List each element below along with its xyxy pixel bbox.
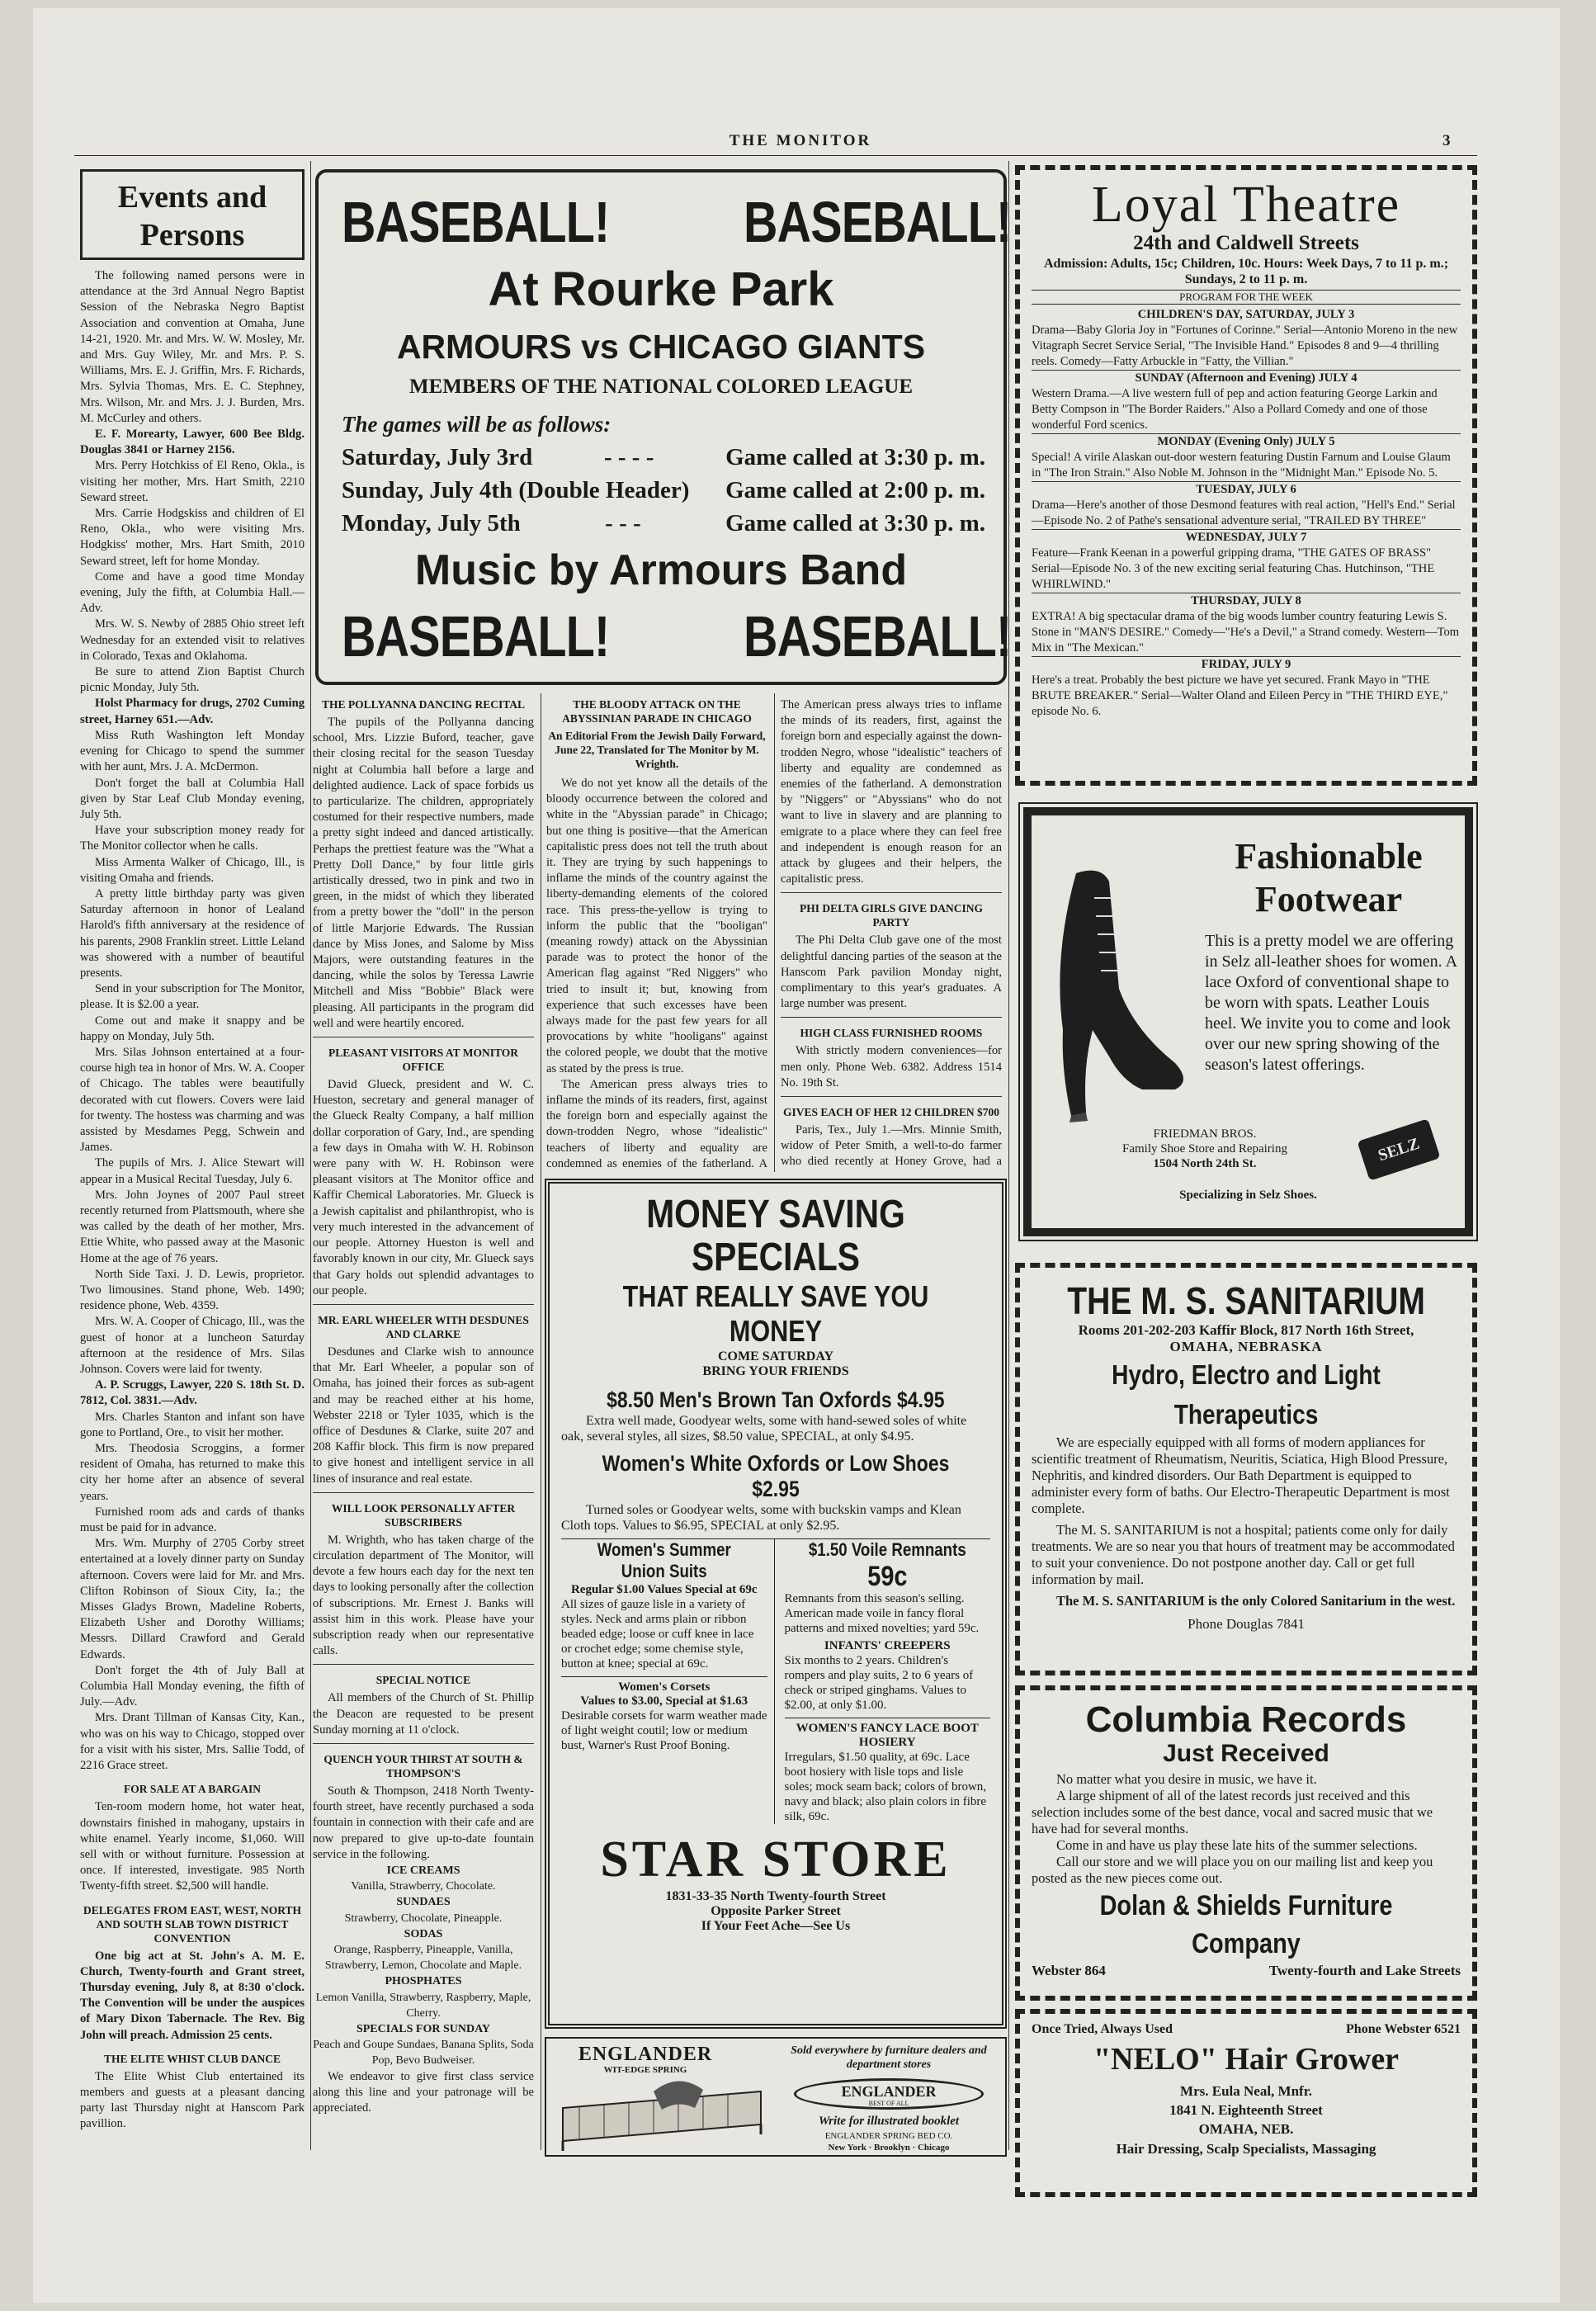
events-paragraph: Be sure to attend Zion Baptist Church picnic Monday, July 5th. bbox=[80, 665, 305, 695]
star-two-column bbox=[561, 1538, 990, 1824]
englander-booklet: Write for illustrated booklet bbox=[818, 2115, 960, 2128]
menu-heading: ICE CREAMS bbox=[386, 1864, 460, 1877]
union-text: All sizes of gauze lisle in a variety of styles. Neck and arms plain or ribbon beaded edge; loose or cuff knee in lace or crochet edge; some chemise style, button at knee; special at 69c. bbox=[561, 1598, 754, 1671]
englander-brand: ENGLANDER bbox=[578, 2044, 713, 2065]
footwear-text: This is a pretty model we are offering in Selz all-leather shoes for women. A lace Oxford of conventional shape to be worn with spats. Leather Louis heel. We invite you to come and look over our new spring showing of the season's latest offerings. bbox=[1205, 932, 1457, 1074]
sanitarium-subtitle bbox=[1032, 1355, 1461, 1434]
oxfords-title-text: $8.50 Men's Brown Tan Oxfords $4.95 bbox=[607, 1387, 945, 1412]
columbia-footer bbox=[1032, 1963, 1461, 1979]
sanitarium-title-text: THE M. S. SANITARIUM bbox=[1067, 1279, 1425, 1322]
nelo-maker: Mrs. Eula Neal, Mnfr. bbox=[1180, 2083, 1312, 2099]
events-paragraph: E. F. Morearty, Lawyer, 600 Bee Bldg. Douglas 3841 or Harney 2156. bbox=[80, 428, 305, 457]
footwear-title-1: Fashionable bbox=[1235, 836, 1423, 877]
columbia-sub: Just Received bbox=[1163, 1740, 1329, 1767]
game-time: Game called at 3:30 p. m. bbox=[725, 510, 985, 536]
menu-heading: PHOSPHATES bbox=[385, 1975, 462, 1988]
attack-heading: THE BLOODY ATTACK ON THE ABYSSINIAN PARADE IN CHICAGO bbox=[562, 698, 752, 725]
program-text: Here's a treat. Probably the best picture we have yet secured. Frank Mayo in "THE BRUTE BREAKER." Serial—Walter Oland and Eileen Percy in "THE THIRD EYE," episode No. 6. bbox=[1032, 673, 1448, 718]
columbia-text-1: No matter what you desire in music, we have it. bbox=[1056, 1771, 1317, 1787]
notice-text: All members of the Church of St. Phillip the Deacon are requested to be present Sunday morning at 11 o'clock. bbox=[313, 1691, 534, 1737]
sale-text: Ten-room modern home, hot water heat, downstairs finished in mahogany, upstairs in white enamel. Yearly income, $1,060. Will sell with or without furniture. Possession at once. If interested, investigate. 985 North Twenty-fifth street. $2,500 will handle. bbox=[80, 1800, 305, 1893]
union-title bbox=[561, 1539, 767, 1583]
events-column bbox=[80, 268, 305, 2162]
star-store-ad bbox=[545, 1179, 1007, 2029]
page-number: 3 bbox=[1443, 132, 1453, 149]
masthead-rule bbox=[74, 155, 1477, 156]
infants-title: INFANTS' CREEPERS bbox=[824, 1639, 951, 1652]
sale-heading: FOR SALE AT A BARGAIN bbox=[123, 1783, 262, 1796]
events-paragraph: Holst Pharmacy for drugs, 2702 Cuming street, Harney 651.—Adv. bbox=[80, 697, 305, 726]
baseball-league: MEMBERS OF THE NATIONAL COLORED LEAGUE bbox=[408, 376, 914, 398]
games-list bbox=[342, 441, 985, 540]
events-paragraph: Mrs. W. S. Newby of 2885 Ohio street left Wednesday for an extended visit to relatives in Colorado, Texas and Oklahoma. bbox=[80, 617, 305, 663]
game-time: Game called at 2:00 p. m. bbox=[725, 477, 985, 503]
phidelta-heading: PHI DELTA GIRLS GIVE DANCING PARTY bbox=[799, 902, 984, 929]
union-title-text: Women's Summer Union Suits bbox=[597, 1539, 731, 1581]
footwear-store: FRIEDMAN BROS. bbox=[1153, 1127, 1257, 1141]
attack-continued: The American press always tries to inflame the minds of its readers, first, against the foreign born and especially against the down-trodden Negro, whose "idealistic" teachers of liberty and equality are condemned as enemies of the fatherland. A demonstration by "Niggers" or "Abyssians" who do not want to live in slavery and are planning to emigrate to a place where they can feel free and independent is enough reason for an attack by glugees and their helpers, the capitalistic press. bbox=[781, 698, 1002, 886]
middle-column-two bbox=[543, 697, 771, 1172]
star-store-slogan: If Your Feet Ache—See Us bbox=[701, 1919, 851, 1933]
white-oxfords-title-text: Women's White Oxfords or Low Shoes $2.95 bbox=[602, 1451, 950, 1501]
baseball-banner-right: BASEBALL! bbox=[744, 190, 1012, 254]
star-store-opposite: Opposite Parker Street bbox=[711, 1904, 841, 1918]
attack-subheading: An Editorial From the Jewish Daily Forward, June 22, Translated for The Monitor by M. Wrighth. bbox=[548, 730, 766, 770]
delegates-heading: DELEGATES FROM EAST, WEST, NORTH AND SOUTH SLAB TOWN DISTRICT CONVENTION bbox=[83, 1903, 302, 1945]
voile-price-text: 59c bbox=[867, 1561, 908, 1592]
corsets-text: Desirable corsets for warm weather made of light weight coutil; low or medium bust, Warner's Rust Proof Boning. bbox=[561, 1709, 767, 1752]
union-sub: Regular $1.00 Values Special at 69c bbox=[570, 1583, 758, 1596]
program-text: Special! A virile Alaskan out-door western featuring Dustin Farnum and Louise Glaum in "The Iron Strain." Also Noble M. Johnson in the "Midnight Man." Episode No. 5. bbox=[1032, 451, 1451, 480]
personally-text: M. Wrighth, who has taken charge of the circulation department of The Monitor, will devote a few hours each day for the next ten days to looking personally after the collection of subscriptions. Mr. Ernest J. Banks will assist him in this work. Please have your subscription ready when our representative calls. bbox=[313, 1533, 534, 1658]
loyal-theatre-ad bbox=[1015, 165, 1477, 786]
baseball-matchup: ARMOURS vs CHICAGO GIANTS bbox=[396, 328, 926, 366]
corsets-sub: Values to $3.00, Special at $1.63 bbox=[580, 1694, 748, 1708]
voile-text: Remnants from this season's selling. American made voile in fancy floral patterns and mixed novelties; yard 59c. bbox=[784, 1592, 980, 1635]
oxfords-title bbox=[561, 1387, 990, 1413]
delegates-text: One big act at St. John's A. M. E. Church, Twenty-fourth and Grant street, Thursday evening, July 8, at 8:30 o'clock. The Convention will be under the auspices of Mary Dixon Tabernacle. The Rev. Big John will preach. Admission 25 cents. bbox=[80, 1949, 305, 2042]
middle-column-one bbox=[309, 697, 537, 2150]
columbia-address: Twenty-fourth and Lake Streets bbox=[1268, 1963, 1461, 1978]
program-text: Feature—Frank Keenan in a powerful gripping drama, "THE GATES OF BRASS" Serial—Episode No. 3 of the new exciting serial featuring Chas. Hutchinson, "THE WHIRLWIND." bbox=[1032, 546, 1435, 591]
quench-heading: QUENCH YOUR THIRST AT SOUTH & THOMPSON'S bbox=[323, 1752, 523, 1779]
nelo-phone: Phone Webster 6521 bbox=[1346, 2022, 1461, 2036]
nelo-title: "NELO" Hair Grower bbox=[1093, 2042, 1400, 2077]
game-day: Monday, July 5th bbox=[342, 510, 521, 536]
footwear-footer: Specializing in Selz Shoes. bbox=[1179, 1189, 1317, 1202]
englander-ad bbox=[545, 2037, 1007, 2157]
loyal-address: 24th and Caldwell Streets bbox=[1133, 232, 1359, 254]
section-rule bbox=[313, 1304, 534, 1305]
wheeler-heading: MR. EARL WHEELER WITH DESDUNES AND CLARKE bbox=[318, 1313, 529, 1340]
events-paragraph: Miss Ruth Washington left Monday evening for Chicago to spend the summer with her aunt, Mrs. J. A. McDermon. bbox=[80, 728, 305, 774]
game-row bbox=[342, 507, 985, 540]
hosiery-text: Irregulars, $1.50 quality, at 69c. Lace boot hosiery with lisle tops and lisle soles; mock seam back; colors of brown, navy and black; also plain colors in fibre silk, 69c. bbox=[784, 1751, 987, 1823]
columbia-text-4: Call our store and we will place you on our mailing list and keep you posted as the new pieces come out. bbox=[1032, 1854, 1433, 1886]
menu-heading: SUNDAES bbox=[396, 1896, 451, 1909]
program-day: SUNDAY (Afternoon and Evening) JULY 4 bbox=[1135, 371, 1358, 385]
sanitarium-text-1: We are especially equipped with all forms of modern appliances for scientific treatment of Rheumatism, Neuritis, Sciatica, High Blood Pressure, Nephritis, and kindred disorders. Our Bath Department is equipped to administer every form of baths. Our Electro-Therapeutic Department is most complete. bbox=[1032, 1434, 1450, 1516]
events-paragraph: The pupils of Mrs. J. Alice Stewart will appear in a Musical Recital Tuesday, July 6. bbox=[80, 1156, 305, 1186]
section-rule bbox=[313, 1743, 534, 1744]
englander-company: ENGLANDER SPRING BED CO. bbox=[824, 2131, 953, 2141]
englander-sub: WIT-EDGE SPRING bbox=[603, 2065, 687, 2075]
sanitarium-phone: Phone Douglas 7841 bbox=[1188, 1616, 1305, 1632]
soda-menu bbox=[313, 1863, 534, 2069]
columbia-phone: Webster 864 bbox=[1032, 1963, 1106, 1978]
events-paragraph: Mrs. Carrie Hodgskiss and children of El Reno, Okla., who were visiting Mrs. Hodgkiss' mother, Mrs. Hart Smith, 2010 Seward street, left for home Monday. bbox=[80, 507, 305, 568]
nelo-tagline: Once Tried, Always Used bbox=[1032, 2022, 1173, 2036]
oxfords-text: Extra well made, Goodyear welts, some with hand-sewed soles of white oak, several styles, all sizes, $8.50 value, SPECIAL, at only $4.95. bbox=[561, 1414, 967, 1444]
white-oxfords-title bbox=[561, 1451, 990, 1502]
menu-items: Lemon Vanilla, Strawberry, Raspberry, Maple, Cherry. bbox=[315, 1991, 531, 2020]
white-oxfords-text: Turned soles or Goodyear welts, some with buckskin vamps and Klean Cloth tops. Values to $6.95, SPECIAL at only $2.95. bbox=[561, 1503, 961, 1533]
loyal-program-label: PROGRAM FOR THE WEEK bbox=[1032, 290, 1461, 305]
events-paragraph: Mrs. Theodosia Scroggins, a former resident of Omaha, has returned to make this city her home after an absence of several years. bbox=[80, 1442, 305, 1503]
game-time: Game called at 3:30 p. m. bbox=[725, 444, 985, 470]
sanitarium-text-3: The M. S. SANITARIUM is the only Colored Sanitarium in the west. bbox=[1056, 1593, 1456, 1609]
columbia-ad bbox=[1015, 1685, 1477, 2001]
section-rule bbox=[313, 1664, 534, 1665]
star-right-column bbox=[785, 1539, 991, 1824]
column-rule bbox=[1008, 161, 1009, 2150]
events-paragraph: Come and have a good time Monday evening, July the fifth, at Columbia Hall.—Adv. bbox=[80, 569, 305, 616]
baseball-music: Music by Armours Band bbox=[414, 546, 908, 594]
events-paragraph: Come out and make it snappy and be happy on Monday, July 5th. bbox=[80, 1014, 305, 1043]
events-paragraph: Mrs. W. A. Cooper of Chicago, Ill., was the guest of honor at a luncheon Saturday afternoon at the residence of Mrs. Silas Johnson. Covers were laid for twenty. bbox=[80, 1315, 305, 1377]
program-day: TUESDAY, JULY 6 bbox=[1196, 483, 1296, 496]
voile-title-text: $1.50 Voile Remnants bbox=[808, 1539, 966, 1560]
star-sub-2: BRING YOUR FRIENDS bbox=[702, 1364, 849, 1378]
section-rule bbox=[313, 1492, 534, 1493]
events-paragraph: Mrs. Charles Stanton and infant son have gone to Portland, Ore., to visit her mother. bbox=[80, 1410, 305, 1439]
gives-text: Paris, Tex., July 1.—Mrs. Minnie Smith, widow of Peter Smith, a well-to-do farmer who died recently at Honey Grove, had a bbox=[781, 1123, 1002, 1169]
section-rule bbox=[781, 1017, 1002, 1018]
voile-price bbox=[785, 1562, 991, 1591]
footwear-store-address: 1504 North 24th St. bbox=[1153, 1157, 1257, 1170]
program-text: Drama—Baby Gloria Joy in "Fortunes of Corinne." Serial—Antonio Moreno in the new Vitagraph Secret Service Serial, "The Invisible Hand." Episodes 8 and 9—4 thrilling reels. Comedy—Fatty Arbuckle in "Fatty, the Villian." bbox=[1032, 324, 1458, 368]
columbia-text-3: Come in and have us play these late hits of the summer selections. bbox=[1056, 1837, 1418, 1853]
nelo-city: OMAHA, NEB. bbox=[1198, 2121, 1294, 2137]
baseball-banner-left-bottom: BASEBALL! bbox=[342, 604, 610, 669]
gives-heading: GIVES EACH OF HER 12 CHILDREN $700 bbox=[782, 1106, 1000, 1119]
baseball-venue: At Rourke Park bbox=[488, 262, 834, 316]
pollyanna-text: The pupils of the Pollyanna dancing school, Mrs. Lizzie Buford, teacher, gave their closing recital for the season Tuesday night at Columbia hall before a large and delighted audience. Lack of space forbids us to particularize. The children, appropriately costumed for their respective numbers, made a pretty sight indeed and danced artistically. Perhaps the prettiest feature was the "What a Pretty Doll Dance," by four little girls artistically dressed, two in pink and two in green, in the midst of which they liberated from a pretty bower the "doll" in the person of little Marjorie Edwards. The Russian dance by Miss Jones, and Salome by Miss Majors, were outstanding features in the dancing, while the solos by Teressa Lawrie Mitchell and Miss "Bobbie" Black were pleasing. All participants in the program did well and were heartily encored. bbox=[313, 716, 534, 1030]
whist-text: The Elite Whist Club entertained its members and guests at a pleasant dancing party last Thursday night at Hanscom Park pavillion. bbox=[80, 2069, 305, 2131]
nelo-ad bbox=[1015, 2009, 1477, 2197]
nelo-top bbox=[1032, 2022, 1461, 2037]
program-day: THURSDAY, JULY 8 bbox=[1191, 594, 1301, 607]
program-text: Drama—Here's another of those Desmond features with real action, "Hell's End." Serial—Episode No. 2 of Pathe's sensational adventure serial, "TRAILED BY THREE" bbox=[1032, 499, 1456, 527]
game-day: Saturday, July 3rd bbox=[342, 444, 533, 470]
events-paragraph: Send in your subscription for The Monitor, please. It is $2.00 a year. bbox=[80, 982, 305, 1012]
events-paragraph: The following named persons were in attendance at the 3rd Annual Negro Baptist Session of the Nebraska Negro Baptist Association and convention at Omaha, June 14-21, 1920. Mr. and Mrs. W. W. Mosley, Mr. and Mrs. Guy Wiley, Mr. and Mrs. P. S. Williams, Mrs. E. J. Griffin, Mrs. F. Richards, Mrs. Sylvia Thomas, Mrs. E. C. Stephney, Mrs. Wilson, Mr. and Mrs. J. J. Burden, Mrs. M. McCurley and others. bbox=[80, 269, 305, 425]
attack-text: We do not yet know all the details of the bloody occurrence between the colored and white in the "Abyssian parade" in Chicago; but one thing is positive—that the American capitalistic press does not tell the truth about it. They are trying by such happenings to inflame the minds of the country against the liberty-demanding elements of the colored race. This press-the-yellow is trying to inform the public that the "booligan" (meaning rowdy) attack on the Abyssinian parade was to protect the honor of the American flag against "Red Niggers" who tried to insult it; but, knowing from experience that such excesses have been always made for the past few years for all provocations by white "hooligans" against the colored people, we doubt that the motive as stated by the press is true. bbox=[546, 777, 767, 1075]
footwear-store-sub: Family Shoe Store and Repairing bbox=[1122, 1142, 1287, 1156]
events-heading: Events and Persons bbox=[80, 169, 305, 260]
star-sub-1: COME SATURDAY bbox=[717, 1349, 833, 1363]
visitors-heading: PLEASANT VISITORS AT MONITOR OFFICE bbox=[328, 1047, 518, 1074]
events-paragraph: North Side Taxi. J. D. Lewis, proprietor. Two limousines. Stand phone, Web. 1490; residence phone, Web. 4359. bbox=[80, 1267, 305, 1313]
englander-sold: Sold everywhere by furniture dealers and department stores bbox=[791, 2044, 987, 2071]
nelo-services: Hair Dressing, Scalp Specialists, Massaging bbox=[1116, 2141, 1376, 2157]
loyal-program bbox=[1032, 307, 1461, 720]
loyal-admission: Admission: Adults, 15c; Children, 10c. Hours: Week Days, 7 to 11 p. m.; Sundays, 2 to 11 p. m. bbox=[1043, 257, 1449, 286]
game-dashes: - - - - bbox=[603, 444, 654, 470]
footwear-title-2: Footwear bbox=[1254, 879, 1403, 919]
sanitarium-rooms: Rooms 201-202-203 Kaffir Block, 817 North 16th Street, bbox=[1078, 1322, 1414, 1338]
footwear-ad bbox=[1023, 807, 1473, 1236]
column-rule bbox=[774, 693, 775, 1172]
baseball-banner-left: BASEBALL! bbox=[342, 190, 610, 254]
menu-heading: SODAS bbox=[404, 1927, 443, 1940]
program-text: EXTRA! A big spectacular drama of the big woods lumber country featuring Lewis S. Stone in "MAN'S DESIRE." Comedy—"He's a Devil," a Strand comedy. Western—Tom Mix in "The Mexican." bbox=[1032, 610, 1460, 655]
bed-spring-illustration bbox=[555, 2075, 769, 2154]
events-paragraph: Have your subscription money ready for The Monitor collector when he calls. bbox=[80, 824, 305, 853]
program-text: Western Drama.—A live western full of pep and action featuring George Larkin and Betty Compson in "The Border Raiders." Also a Pollard Comedy and one of those wonderful Ford scenics. bbox=[1032, 387, 1438, 432]
loyal-title: Loyal Theatre bbox=[1091, 177, 1401, 233]
whist-heading: THE ELITE WHIST CLUB DANCE bbox=[103, 2052, 281, 2065]
sanitarium-subtitle-text: Hydro, Electro and Light Therapeutics bbox=[1112, 1359, 1381, 1430]
columbia-title: Columbia Records bbox=[1085, 1699, 1407, 1740]
star-headline-2 bbox=[561, 1279, 990, 1349]
events-paragraph: Furnished room ads and cards of thanks must be paid for in advance. bbox=[80, 1505, 305, 1535]
events-paragraph: A pretty little birthday party was given Saturday afternoon in honor of Lealand Harold's fifth anniversary at the residence of his parents, 2908 Franklin street. Little Leland was showered with a number of beautiful presents. bbox=[80, 886, 305, 980]
games-intro: The games will be as follows: bbox=[342, 412, 611, 437]
sanitarium-text-2: The M. S. SANITARIUM is not a hospital; patients come only for daily treatments. We are so near you that hours of treatment may be accommodated to suit your convenience. Do not postpone another day. Call or get full information by mail. bbox=[1032, 1522, 1455, 1587]
star-store-address: 1831-33-35 North Twenty-fourth Street bbox=[665, 1889, 886, 1903]
events-paragraph: A. P. Scruggs, Lawyer, 220 S. 18th St. D. 7812, Col. 3831.—Adv. bbox=[80, 1378, 305, 1408]
program-day: WEDNESDAY, JULY 7 bbox=[1185, 531, 1307, 544]
quench-closing: We endeavor to give first class service along this line and your patronage will be appreciated. bbox=[313, 2069, 534, 2115]
game-dashes: - - - bbox=[605, 510, 641, 536]
notice-heading: SPECIAL NOTICE bbox=[375, 1674, 471, 1687]
star-left-column bbox=[561, 1539, 775, 1824]
star-store-name: STAR STORE bbox=[600, 1831, 951, 1888]
columbia-text-2: A large shipment of all of the latest records just received and this selection includes some of the best dance, vocal and sacred music that we have had for several months. bbox=[1032, 1788, 1433, 1836]
masthead-title: THE MONITOR bbox=[729, 132, 872, 149]
selz-badge: SELZ bbox=[1357, 1118, 1440, 1180]
rooms-heading: HIGH CLASS FURNISHED ROOMS bbox=[800, 1027, 983, 1040]
menu-items: Peach and Goupe Sundaes, Banana Splits, Soda Pop, Bevo Budweiser. bbox=[313, 2039, 534, 2068]
shoe-illustration bbox=[1043, 865, 1192, 1129]
star-headline-1 bbox=[561, 1193, 990, 1279]
star-headline-1-text: MONEY SAVING SPECIALS bbox=[646, 1193, 905, 1279]
events-paragraph: Don't forget the 4th of July Ball at Columbia Hall Monday evening, the fifth of July.—Adv. bbox=[80, 1663, 305, 1709]
menu-items: Orange, Raspberry, Pineapple, Vanilla, Strawberry, Lemon, Chocolate and Maple. bbox=[324, 1944, 522, 1973]
menu-heading: SPECIALS FOR SUNDAY bbox=[356, 2023, 491, 2036]
game-row bbox=[342, 441, 985, 474]
baseball-ad bbox=[315, 169, 1012, 685]
phidelta-text: The Phi Delta Club gave one of the most delightful dancing parties of the season at the Hanscom Park pavilion Monday night, complimentary to this year's graduates. A large number was present. bbox=[781, 933, 1002, 1011]
sanitarium-title bbox=[1032, 1279, 1461, 1322]
englander-cities: New York · Brooklyn · Chicago bbox=[828, 2143, 950, 2153]
attack-text: The American press always tries to inflame the minds of its readers, first, against the foreign born and especially against the down-trodden Negro, whose "idealistic" teachers of liberty and equality are condemned as enemies of the fatherland. A bbox=[546, 1077, 767, 1170]
events-paragraph: Mrs. Perry Hotchkiss of El Reno, Okla., is visiting her mother, Mrs. Hart Smith, 2210 Seward street. bbox=[80, 459, 305, 504]
program-day: CHILDREN'S DAY, SATURDAY, JULY 3 bbox=[1137, 308, 1355, 321]
events-paragraph: Miss Armenta Walker of Chicago, Ill., is visiting Omaha and friends. bbox=[80, 855, 305, 885]
events-paragraph: Mrs. Wm. Murphy of 2705 Corby street entertained at a lovely dinner party on Sunday afternoon. Covers were laid for Mr. and Mrs. Clifton Robinson of Sioux City, Ia.; the Misses Gladys Brown, Madeline Roberts, Elizabeth Usher and Dorothy Williams; Messrs. Dillard Crawford and Gerald Edwards. bbox=[80, 1537, 305, 1661]
quench-text: South & Thompson, 2418 North Twenty-fourth street, have recently purchased a soda fountain in connection with their cafe and are now prepared to give up-to-date fountain service in the following. bbox=[313, 1784, 534, 1861]
program-day: FRIDAY, JULY 9 bbox=[1201, 658, 1291, 671]
middle-column-three bbox=[777, 697, 1005, 1172]
personally-heading: WILL LOOK PERSONALLY AFTER SUBSCRIBERS bbox=[331, 1501, 516, 1529]
infants-text: Six months to 2 years. Children's rompers and play suits, 2 to 6 years of check or striped ginghams. Values to $2.00, at only $1.00. bbox=[784, 1654, 974, 1712]
section-rule bbox=[781, 1096, 1002, 1097]
menu-items: Strawberry, Chocolate, Pineapple. bbox=[344, 1912, 503, 1925]
nelo-address: 1841 N. Eighteenth Street bbox=[1169, 2102, 1323, 2118]
section-rule bbox=[781, 892, 1002, 893]
events-paragraph: Mrs. Drant Tillman of Kansas City, Kan., who was on his way to Chicago, stopped over for a visit with his sister, Mrs. Sallie Todd, of 2216 Grace street. bbox=[80, 1711, 305, 1773]
events-paragraph: Don't forget the ball at Columbia Hall given by Star Leaf Club Monday evening, July 5th. bbox=[80, 776, 305, 821]
voile-title bbox=[785, 1539, 991, 1562]
events-paragraph: Mrs. John Joynes of 2007 Paul street recently returned from Plattsmouth, where she was called by the death of her mother, Mrs. Ettie White, who passed away at the Masonic Home at the age of 76 years. bbox=[80, 1188, 305, 1265]
baseball-banner-right-bottom: BASEBALL! bbox=[744, 604, 1012, 669]
game-row bbox=[342, 474, 985, 507]
hosiery-title: WOMEN'S FANCY LACE BOOT HOSIERY bbox=[785, 1718, 991, 1750]
englander-badge bbox=[794, 2078, 984, 2110]
sanitarium-city: OMAHA, NEBRASKA bbox=[1169, 1339, 1323, 1354]
visitors-text: David Glueck, president and W. C. Hueston, secretary and general manager of the Glueck Realty Company, a half million dollar corporation of Gary, Ind., are spending a few days in Omaha with W. H. Robinson were pany with W. H. Robinson were pleasant visitors at The Monitor office and Kaffir Chemical Laboratories. Mr. Glueck is a Jewish capitalist and philanthropist, who is very much interested in the advancement of our people. Attorney Hueston is well and favorably known in our city, Mr. Glueck says that Gary holds out splendid advantages to our people. bbox=[313, 1078, 534, 1297]
menu-items: Vanilla, Strawberry, Chocolate. bbox=[351, 1880, 496, 1893]
englander-badge-text: ENGLANDER bbox=[841, 2083, 937, 2100]
star-headline-2-text: THAT REALLY SAVE YOU MONEY bbox=[622, 1279, 929, 1348]
englander-badge-sub: BEST OF ALL bbox=[868, 2100, 909, 2107]
wheeler-text: Desdunes and Clarke wish to announce that Mr. Earl Wheeler, a popular son of Omaha, has joined their forces as sub-agent and may be reached either at his home, Webster 2218 or Tyler 1035, which is the office of Desdunes & Clarke, suite 207 and 208 Kaffir block. This firm is now prepared to give honest and intelligent service in all lines of insurance and real estate. bbox=[313, 1345, 534, 1486]
program-day: MONDAY (Evening Only) JULY 5 bbox=[1157, 435, 1335, 448]
rooms-text: With strictly modern conveniences—for men only. Phone Web. 6382. Address 1514 No. 19th St. bbox=[781, 1044, 1002, 1089]
corsets-title: Women's Corsets bbox=[561, 1676, 767, 1694]
sanitarium-ad bbox=[1015, 1263, 1477, 1675]
columbia-company bbox=[1032, 1887, 1461, 1963]
columbia-company-text: Dolan & Shields Furniture Company bbox=[1099, 1890, 1393, 1959]
game-day: Sunday, July 4th (Double Header) bbox=[342, 477, 690, 503]
pollyanna-heading: THE POLLYANNA DANCING RECITAL bbox=[322, 698, 525, 711]
events-paragraph: Mrs. Silas Johnson entertained at a four-course high tea in honor of Mrs. W. A. Cooper of Chicago. The tables were beautifully decorated with cut flowers. Covers were laid for twenty. The hostess was charming and was assisted by Mesdames Pegg, Schwein and James. bbox=[80, 1045, 305, 1155]
